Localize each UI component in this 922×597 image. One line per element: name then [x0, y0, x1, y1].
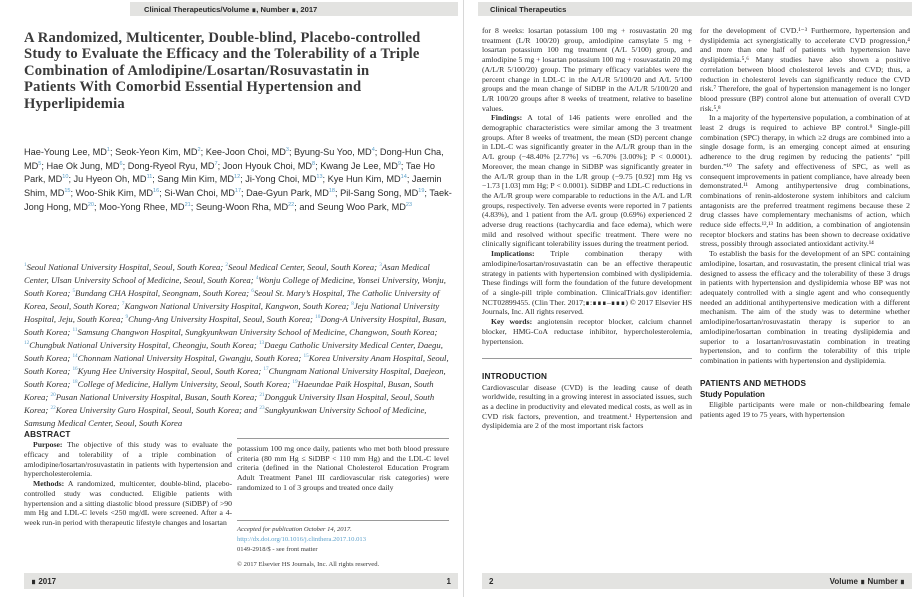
abstract-findings [482, 113, 692, 249]
spacer [700, 366, 910, 379]
footer-issue: Volume ∎ Number ∎ [829, 576, 905, 586]
left-page-running-header [130, 2, 458, 16]
abstract-keywords [482, 317, 692, 346]
article-title: A Randomized, Multicenter, Double-blind, Placebo-controlled Study to Evaluate the Efficacy and the Tolerability of a Triple Combination of Amlodipine/Losartan/Rosuvastatin in Patients With Comorbid Essential Hypertension and Hyperlipidemia [24, 30, 421, 112]
copyright-line: © 2017 Elsevier HS Journals, Inc. All rights reserved. [237, 560, 380, 568]
footer-issue: ∎ 2017 [31, 576, 57, 586]
introduction-paragraph: Cardiovascular disease (CVD) is the leading cause of death worldwide, resulting in a growing interest in associated issues, such as a decline in productivity and elevated medical costs, as well as in CVD risk factors, prevention, and treatment.¹ Hypertension and dyslipidemia are 2 of the most important risk factors [482, 382, 692, 431]
affiliation-list: $^1$Seoul National University Hospital, Seoul, South Korea; $^2$Seoul Medical Center, Seoul, South Korea; $^3$Asan Medical Center, Ulsan University School of Medicine, Seoul, South Korea; $^4$Wonju College of Medicine, Yonsei University, Wonju, South Korea; $^5$Bundang CHA Hospital, Seongnam, South Korea; $^6$Seoul St. Mary’s Hospital, The Catholic University of Korea, Seoul, South Korea; $^7$Kangwon National University Hospital, Kangwon, South Korea; $^8$Jeju National University Hospital, Jeju, South Korea; $^9$Chung-Ang University Hospital, Seoul, South Korea; $^{10}$Dong-A University Hospital, Busan, South Korea; $^{11}$Samsung Changwon Hospital, Sungkyunkwan University School of Medicine, Changwon, South Korea; $^{12}$Chungbuk National University Hospital, Cheongju, South Korea; $^{13}$Daegu Catholic University Medical Center, Daegu, South Korea; $^{14}$Chonnam National University Hospital, Gwangju, South Korea; $^{15}$Korea University Anam Hospital, Seoul, South Korea; $^{16}$Kyung Hee University Hospital, Seoul, South Korea; $^{17}$Chungnam National University Hospital, Daejeon, South Korea; $^{18}$College of Medicine, Hallym University, Seoul, South Korea; $^{19}$Haeundae Paik Hospital, Busan, South Korea; $^{20}$Pusan National University Hospital, Busan, South Korea; $^{21}$Dongguk University Ilsan Hospital, Seoul, South Korea; $^{22}$Korea University Guro Hospital, Seoul, South Korea; and $^{23}$Sungkyunkwan University School of Medicine, Samsung Medical Center, Seoul, South Korea [24, 261, 449, 429]
intro-paragraph-aim: To establish the basis for the development of an SPC containing amlodipine, losartan, and rosuvastatin, the present clinical trial was designed to assess the efficacy and the tolerability of these 3 drugs in patients with hypertension and dyslipidemia whose BP was not adequately controlled with a single agent and who consequently needed an additional antihypertensive medication with a different mechanism. The aim of the study was to determine whether amlodipine/losartan/rosuvastatin therapy is superior to an amlodipine/losartan combination in treating dyslipidemia and superior to a losartan/rosuvastatin combination in treating hypertension, and to confirm the tolerability of this triple combination in patients with hypertension and dyslipidemia. [700, 249, 910, 365]
issn-line: 0149-2918/$ - see front matter [237, 545, 318, 553]
purpose-label: Purpose: [33, 440, 63, 450]
author-list: Hae-Young Lee, $MD^1$; Seok-Yeon Kim, $MD^2$; Kee-Joon Choi, $MD^3$; Byung-Su Yoo, $MD^4$; Dong-Hun Cha, $MD^5$; Hae Ok Jung, $MD^6$; Dong-Ryeol Ryu, $MD^7$; Joon Hyouk Choi, $MD^8$; Kwang Je Lee, $MD^9$; Tae Ho Park, MD$^{10}$; Ju Hyeon Oh, MD$^{11}$; Sang Min Kim, MD$^{12}$; Ji-Yong Choi, MD$^{13}$; Kye Hun Kim, MD$^{14}$; Jaemin Shim, MD$^{15}$; Woo-Shik Kim, MD$^{16}$; Si-Wan Choi, MD$^{17}$; Dae-Gyun Park, MD$^{18}$; Pil-Sang Song, MD$^{19}$; Taek-Jong Hong, MD$^{20}$; Moo-Yong Rhee, MD$^{21}$; Seung-Woon Rha, MD$^{22}$; and Seung Woo Park, MD$^{23}$ [24, 147, 452, 212]
footer-page-number: 2 [489, 576, 494, 586]
footer-page-number: 1 [446, 576, 451, 586]
methods-text: A randomized, multicenter, double-blind, placebo-controlled study was conducted. Eligible patients with hypertension and a sitting diastolic blood pressure (SiDBP) of >90 mm Hg and LDL-C levels <250 mg/dL were screened. After a 4-week run-in period with therapeutic lifestyle changes and losartan [24, 479, 232, 527]
findings-text: A total of 146 patients were enrolled and the demographic characteristics were similar among the 3 treatment groups. After 8 weeks of treatment, the mean (SD) percent change in LDL-C was significantly greater in the A/L/R group than in the A/L group (−48.40% [2.77%] vs −6.70% [3.00%]; P < 0.0001). Moreover, the mean change in SiDBP was significantly greater in the A/L/R group than in the L/R group (−9.75 [0.92] mm Hg vs −1.73 [1.03] mm Hg; P < 0.0001). SiDBP and LDL-C reductions in the A/L/R group were comparable to reductions in the A/L and L/R groups, respectively. Ten adverse events were reported in 7 patients (4.83%), and 1 patient from the A/L group (0.69%) experienced 2 adverse drug reactions (tachycardia and face edema), which were mild and resolved without specific treatment. There were no clinically significant tolerability issues during the treatment period. [482, 113, 692, 249]
abstract-purpose [24, 440, 232, 479]
doi-link[interactable]: http://dx.doi.org/10.1016/j.clinthera.2017.10.013 [237, 535, 366, 543]
implications-label: Implications: [491, 249, 535, 259]
running-header-text: Clinical Therapeutics [490, 4, 567, 14]
left-page [14, 0, 460, 597]
accepted-date: Accepted for publication October 14, 2017. [237, 526, 352, 533]
left-page-column-2 [237, 444, 449, 493]
abstract-implications [482, 249, 692, 317]
patients-methods-heading: PATIENTS AND METHODS [700, 378, 807, 388]
keywords-text: angiotensin receptor blocker, calcium channel blocker, HMG-CoA reductase inhibitor, hypercholesterolemia, hypertension. [482, 317, 692, 346]
right-page-column-1 [482, 26, 692, 431]
right-page [468, 0, 914, 597]
introduction-heading: INTRODUCTION [482, 372, 548, 382]
purpose-text: The objective of this study was to evaluate the efficacy and tolerability of a triple combination of amlodipine/losartan/rosuvastatin in patients with hypertension and hypercholesterolemia. [24, 440, 232, 479]
intro-paragraph-spc: In a majority of the hypertensive population, a combination of at least 2 drugs is required to achieve BP control.⁹ Single-pill combination (SPC) therapy, in which ≥2 drugs are combined into a single dosage form, is an emerging concept aimed at ensuring adherence to the drug regimen by reducing the patients’ “pill burden.”¹⁰ The safety and effectiveness of SPC, as well as consequent improvements in patient compliance, have already been demonstrated.¹¹ Among antihypertensive drug combinations, combinations of renin-aldosterone system inhibitors and calcium antagonists are the preferred treatment regimens because these 2 drug classes have complementary mechanisms of action, which reduce side effects.¹²,¹³ In addition, a combination of angiotensin receptor blockers and statins has been shown to decrease oxidative stress, possibly through associated antioxidant activity.¹⁴ [700, 113, 910, 249]
keywords-label: Key words: [491, 317, 533, 327]
spacer [482, 359, 692, 372]
right-page-footer [482, 573, 912, 589]
study-population-heading: Study Population [700, 389, 765, 399]
running-header-text: Clinical Therapeutics/Volume ∎, Number ∎, 2017 [144, 4, 318, 14]
column-divider-rule [237, 438, 449, 439]
abstract-methods [24, 479, 232, 528]
abstract-heading: ABSTRACT [24, 430, 71, 439]
article-footnote [237, 520, 449, 570]
study-population-paragraph: Eligible participants were male or non-childbearing female patients aged 19 to 75 years, with hypertension [700, 399, 910, 419]
left-page-column-1 [24, 430, 232, 528]
spacer [482, 346, 692, 358]
right-page-column-2 [700, 26, 910, 419]
abstract-treatment-continued: for 8 weeks: losartan potassium 100 mg + rosuvastatin 20 mg treatment (L/R 100/20) group, amlodipine camsylate 5 mg + losartan potassium 100 mg treatment (A/L 5/100) group, and amlodipine 5 mg + losartan potassium 100 mg + rosuvastatin 20 mg (A/L/R 5/100/20) group. The primary efficacy variables were the percent change in LDL-C in the A/L/R 5/100/20 and A/L 5/100 groups and the mean change of SiDBP in the A/L/R 5/100/20 and L/R 100/20 groups after 8 weeks of treatment, relative to baseline values. [482, 26, 692, 113]
intro-paragraph-continued: for the development of CVD.¹⁻³ Furthermore, hypertension and dyslipidemia act synergistically to accelerate CVD progression,⁴ and more than one half of patients with hypertension have dyslipidemia.⁵,⁶ Many studies have also shown a positive correlation between blood cholesterol levels and CVD; thus, a reduction in cholesterol levels can significantly reduce the CVD risk.⁷ Therefore, the goal of hypertension management is no longer blood pressure (BP) control alone but attenuation of overall CVD risk.⁵,⁸ [700, 26, 910, 113]
findings-label: Findings: [491, 113, 523, 123]
abstract-methods-continued: potassium 100 mg once daily, patients who met both blood pressure criteria (80 mm Hg ≤ SiDBP < 110 mm Hg) and the LDL-C level criteria (defined in the National Cholesterol Education Program Adult Treatment Panel III cardiovascular risk categories) were randomized to 1 of 3 groups and treated once daily [237, 444, 449, 492]
right-page-running-header [478, 2, 912, 16]
methods-label: Methods: [33, 479, 65, 489]
footnote-rule [237, 520, 449, 521]
implications-text: Triple combination therapy with amlodipine/losartan/rosuvastatin can be an effective therapeutic strategy in patients with hypertension combined with dyslipidemia. These findings will form the foundation of the future development of a single-pill triple combination. ClinicalTrials.gov identifier: NCT02899455. (Clin Ther. 2017;∎:∎∎∎–∎∎∎) © 2017 Elsevier HS Journals, Inc. All rights reserved. [482, 249, 692, 317]
page-gutter-divider [463, 0, 464, 597]
left-page-footer [24, 573, 458, 589]
